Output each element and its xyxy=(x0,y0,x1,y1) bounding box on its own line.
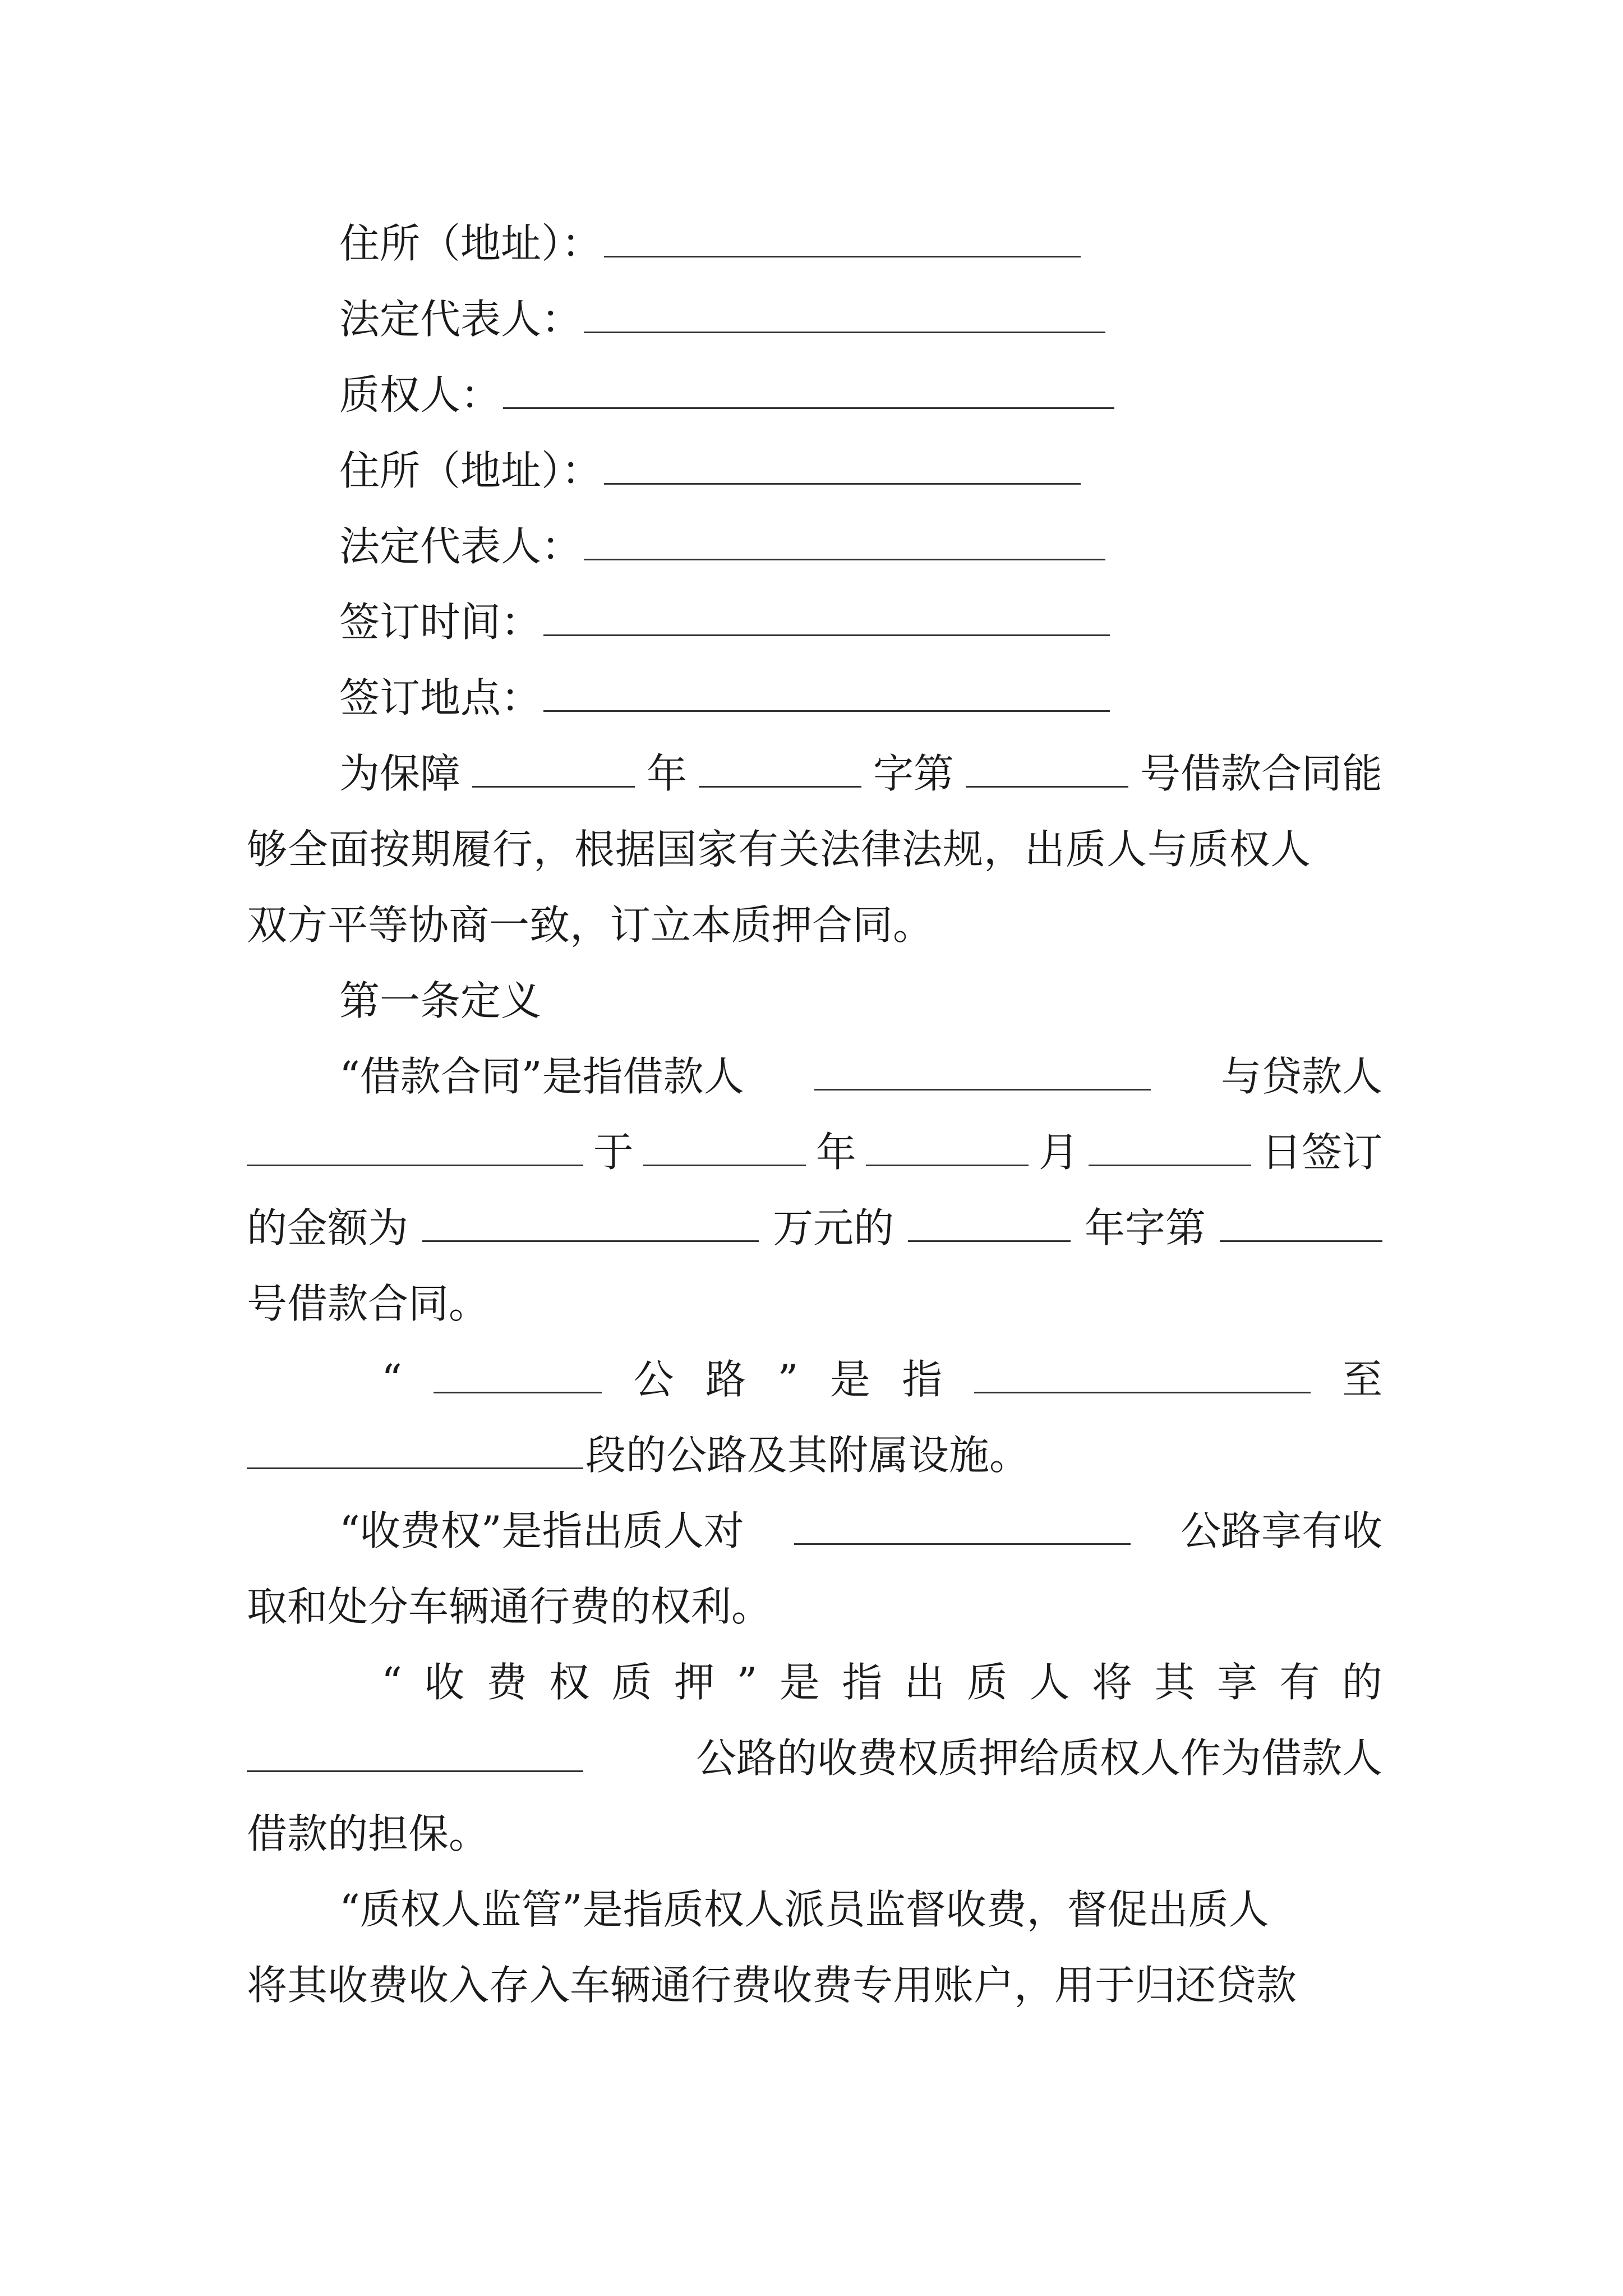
fill-blank xyxy=(247,1434,583,1469)
text: 取和处分车辆通行费的权利。 xyxy=(247,1583,772,1630)
fill-blank xyxy=(866,1131,1029,1166)
text: 段的公路及其附属设施。 xyxy=(585,1432,1030,1479)
text: 于 xyxy=(593,1129,634,1176)
fill-blank xyxy=(543,677,1110,712)
loan-def-line-3 xyxy=(247,1189,1382,1267)
fill-blank xyxy=(794,1510,1131,1545)
fill-blank xyxy=(974,1358,1311,1393)
fill-blank xyxy=(584,525,1105,560)
field-label: 签订时间： xyxy=(339,599,542,646)
fill-blank xyxy=(503,374,1114,409)
char: 质 xyxy=(611,1659,652,1706)
char: 的 xyxy=(1341,1659,1382,1706)
signing-place-field xyxy=(339,659,1112,737)
field-label: 住所（地址）： xyxy=(339,220,602,267)
text: 年 xyxy=(646,750,687,797)
text: 借款的担保。 xyxy=(247,1810,490,1857)
pledgor-address-field xyxy=(339,205,1083,282)
text: 路 xyxy=(706,1356,746,1403)
fill-blank xyxy=(604,222,1081,257)
text: 号借款合同。 xyxy=(247,1280,490,1327)
char: 费 xyxy=(486,1659,527,1706)
text: 公 xyxy=(633,1356,674,1403)
text: 至 xyxy=(1341,1356,1382,1403)
text: 日签订 xyxy=(1261,1129,1382,1176)
field-label: 住所（地址）： xyxy=(339,447,602,494)
text: 月 xyxy=(1038,1129,1079,1176)
char: 指 xyxy=(842,1659,883,1706)
fill-blank xyxy=(422,1207,759,1242)
char: 权 xyxy=(549,1659,590,1706)
intro-line-2 xyxy=(247,811,1382,888)
char: 收 xyxy=(424,1659,465,1706)
fill-blank xyxy=(543,601,1110,636)
pledge-def-line-1 xyxy=(381,1644,1382,1721)
text: “收费权”是指出质人对 xyxy=(339,1507,744,1554)
text: “借款合同”是指借款人 xyxy=(339,1053,744,1100)
fill-blank xyxy=(247,1737,583,1772)
text: 公路的收费权质押给质权人作为借款人 xyxy=(695,1734,1382,1782)
supervision-def-line-1 xyxy=(339,1871,1269,1948)
text: 年字第 xyxy=(1084,1204,1206,1251)
signing-time-field xyxy=(339,583,1112,661)
text: 与贷款人 xyxy=(1220,1053,1382,1100)
loan-def-line-1 xyxy=(339,1038,1382,1115)
text: 号借款合同能 xyxy=(1140,750,1382,797)
char: 其 xyxy=(1154,1659,1195,1706)
text: 万元的 xyxy=(772,1204,894,1251)
text: ” xyxy=(777,1356,799,1403)
fill-blank xyxy=(908,1207,1071,1242)
char: ” xyxy=(736,1659,758,1706)
pledgor-representative-field xyxy=(339,280,1108,358)
pledgee-address-field xyxy=(339,432,1083,509)
text: “ xyxy=(381,1356,402,1403)
fill-blank xyxy=(1089,1131,1251,1166)
road-def-line-2 xyxy=(247,1416,1030,1494)
article-1-title xyxy=(339,962,541,1039)
fill-blank xyxy=(584,298,1105,333)
text: 指 xyxy=(902,1356,943,1403)
pledgee-representative-field xyxy=(339,508,1108,585)
text: “质权人监管”是指质权人派员监督收费，督促出质人 xyxy=(339,1886,1269,1933)
field-label: 法定代表人： xyxy=(339,296,582,343)
char: 享 xyxy=(1216,1659,1257,1706)
char: 是 xyxy=(779,1659,820,1706)
char: 押 xyxy=(674,1659,715,1706)
heading: 第一条定义 xyxy=(339,977,542,1024)
char: “ xyxy=(381,1659,402,1706)
text: 为保障 xyxy=(339,750,461,797)
fill-blank xyxy=(814,1055,1151,1091)
fill-blank xyxy=(472,752,635,788)
loan-def-line-4 xyxy=(247,1265,489,1342)
toll-def-line-1 xyxy=(339,1492,1382,1570)
text: 是 xyxy=(829,1356,870,1403)
field-label: 质权人： xyxy=(339,371,501,418)
field-label: 签订地点： xyxy=(339,674,542,721)
text: 字第 xyxy=(873,750,954,797)
fill-blank xyxy=(604,449,1081,485)
supervision-def-line-2 xyxy=(247,1947,1297,2024)
text: 的金额为 xyxy=(247,1204,409,1251)
field-label: 法定代表人： xyxy=(339,523,582,570)
char: 质 xyxy=(967,1659,1008,1706)
text: 年 xyxy=(815,1129,856,1176)
road-def-line-1 xyxy=(381,1341,1382,1418)
intro-line-1 xyxy=(339,735,1382,812)
pledge-def-line-2 xyxy=(247,1719,1382,1797)
pledge-def-line-3 xyxy=(247,1795,489,1872)
toll-def-line-2 xyxy=(247,1568,772,1645)
intro-line-3 xyxy=(247,886,933,964)
fill-blank xyxy=(699,752,861,788)
fill-blank xyxy=(434,1358,602,1393)
text: 够全面按期履行，根据国家有关法律法规，出质人与质权人 xyxy=(247,826,1312,873)
pledgee-field xyxy=(339,356,1117,434)
text: 将其收费收入存入车辆通行费收费专用账户，用于归还贷款 xyxy=(247,1962,1297,2009)
fill-blank xyxy=(966,752,1128,788)
char: 有 xyxy=(1279,1659,1320,1706)
fill-blank xyxy=(643,1131,806,1166)
fill-blank xyxy=(1220,1207,1382,1242)
char: 出 xyxy=(904,1659,945,1706)
loan-def-line-2 xyxy=(247,1114,1382,1191)
fill-blank xyxy=(247,1131,583,1166)
char: 人 xyxy=(1029,1659,1070,1706)
text: 公路享有收 xyxy=(1180,1507,1382,1554)
char: 将 xyxy=(1092,1659,1133,1706)
text: 双方平等协商一致，订立本质押合同。 xyxy=(247,901,934,949)
